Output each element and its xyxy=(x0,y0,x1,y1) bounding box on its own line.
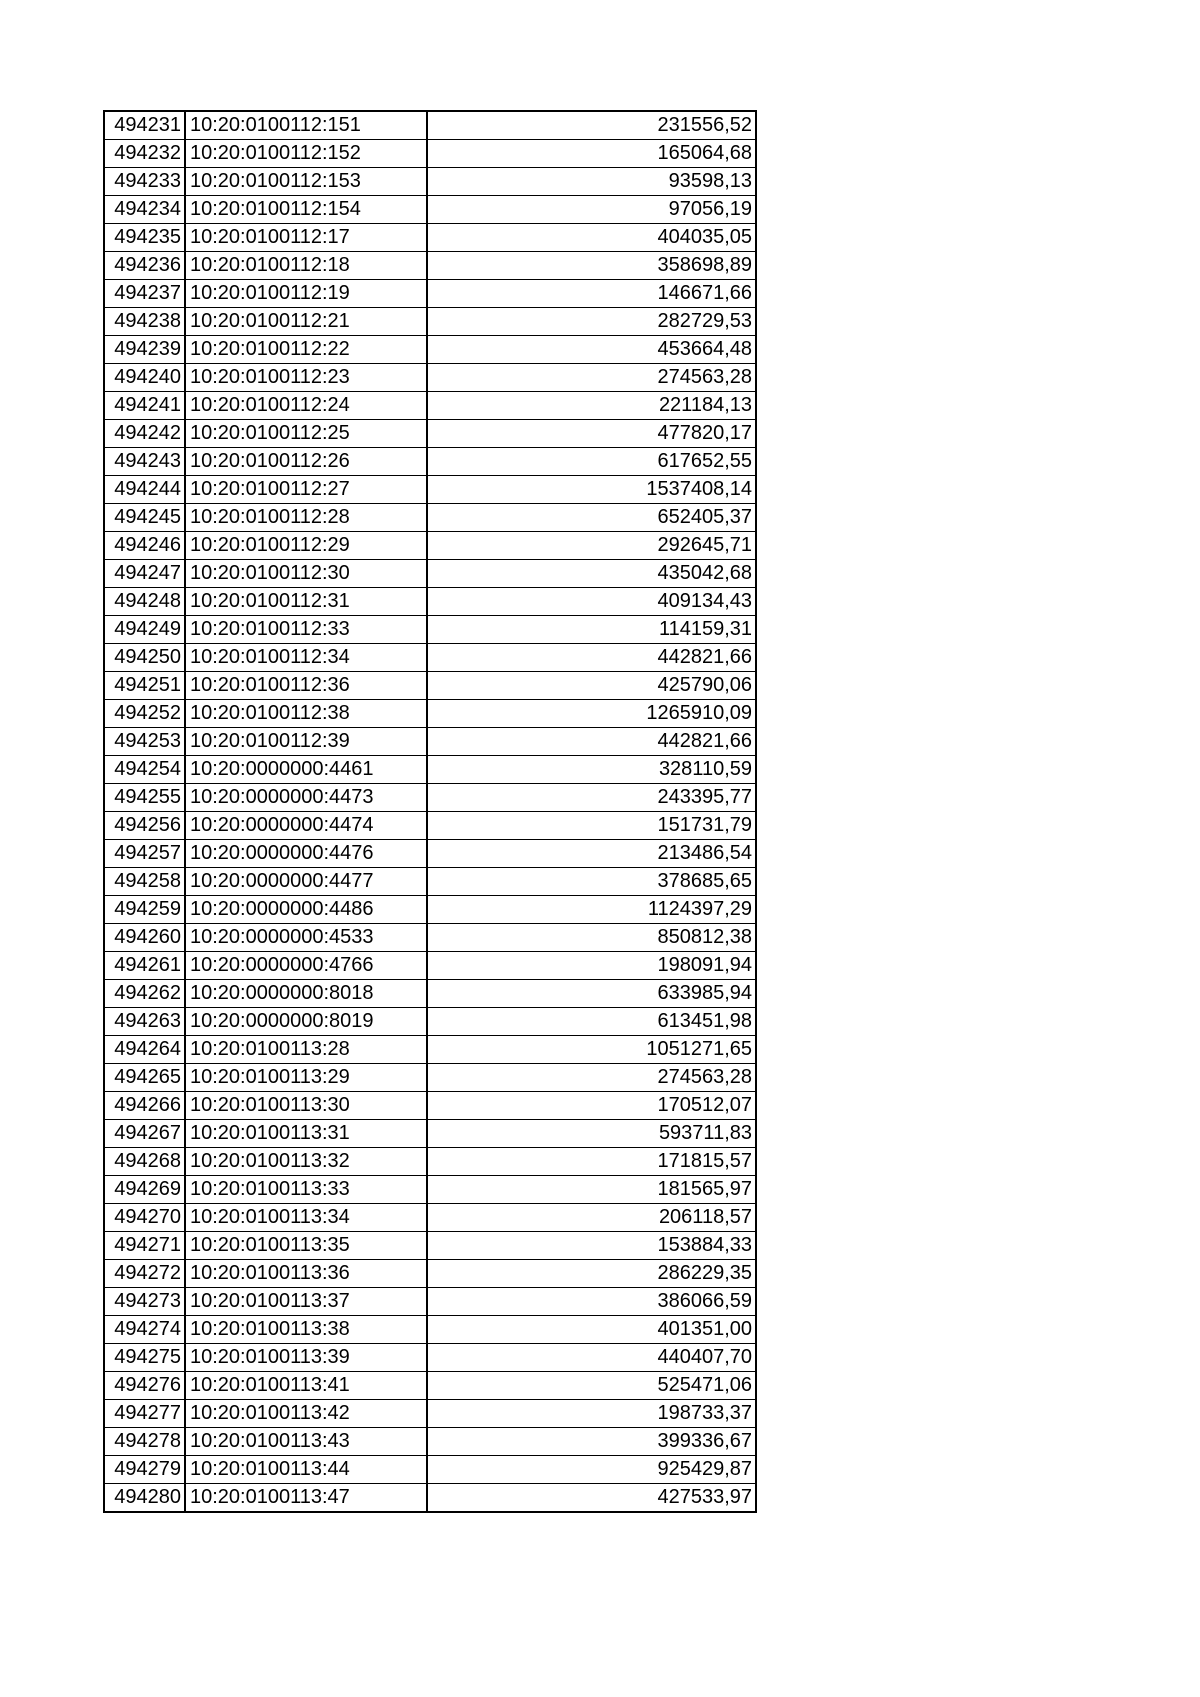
amount-cell: 925429,87 xyxy=(427,1456,756,1484)
amount-cell: 328110,59 xyxy=(427,756,756,784)
row-number-cell: 494265 xyxy=(104,1064,185,1092)
row-number-cell: 494266 xyxy=(104,1092,185,1120)
amount-cell: 593711,83 xyxy=(427,1120,756,1148)
table-row xyxy=(104,756,756,784)
row-number-cell: 494278 xyxy=(104,1428,185,1456)
cadastral-number-cell: 10:20:0100112:29 xyxy=(185,532,427,560)
table-row xyxy=(104,560,756,588)
table-row xyxy=(104,1008,756,1036)
table-row xyxy=(104,1456,756,1484)
table-row xyxy=(104,336,756,364)
amount-cell: 165064,68 xyxy=(427,140,756,168)
table-row xyxy=(104,1232,756,1260)
cadastral-number-cell: 10:20:0000000:4766 xyxy=(185,952,427,980)
cadastral-number-cell: 10:20:0100112:23 xyxy=(185,364,427,392)
table-row xyxy=(104,868,756,896)
cadastral-number-cell: 10:20:0100113:36 xyxy=(185,1260,427,1288)
amount-cell: 378685,65 xyxy=(427,868,756,896)
table-row xyxy=(104,672,756,700)
table-row xyxy=(104,700,756,728)
amount-cell: 292645,71 xyxy=(427,532,756,560)
row-number-cell: 494252 xyxy=(104,700,185,728)
cadastral-number-cell: 10:20:0100113:42 xyxy=(185,1400,427,1428)
cadastral-number-cell: 10:20:0000000:8018 xyxy=(185,980,427,1008)
table-row xyxy=(104,1204,756,1232)
amount-cell: 1537408,14 xyxy=(427,476,756,504)
cadastral-number-cell: 10:20:0100112:38 xyxy=(185,700,427,728)
row-number-cell: 494243 xyxy=(104,448,185,476)
amount-cell: 525471,06 xyxy=(427,1372,756,1400)
amount-cell: 633985,94 xyxy=(427,980,756,1008)
row-number-cell: 494251 xyxy=(104,672,185,700)
row-number-cell: 494261 xyxy=(104,952,185,980)
row-number-cell: 494272 xyxy=(104,1260,185,1288)
amount-cell: 399336,67 xyxy=(427,1428,756,1456)
row-number-cell: 494239 xyxy=(104,336,185,364)
row-number-cell: 494248 xyxy=(104,588,185,616)
cadastral-number-cell: 10:20:0100112:28 xyxy=(185,504,427,532)
amount-cell: 198733,37 xyxy=(427,1400,756,1428)
row-number-cell: 494255 xyxy=(104,784,185,812)
cadastral-number-cell: 10:20:0100113:37 xyxy=(185,1288,427,1316)
cadastral-number-cell: 10:20:0100113:44 xyxy=(185,1456,427,1484)
row-number-cell: 494270 xyxy=(104,1204,185,1232)
cadastral-number-cell: 10:20:0000000:4477 xyxy=(185,868,427,896)
amount-cell: 206118,57 xyxy=(427,1204,756,1232)
cadastral-number-cell: 10:20:0000000:4533 xyxy=(185,924,427,952)
amount-cell: 386066,59 xyxy=(427,1288,756,1316)
row-number-cell: 494274 xyxy=(104,1316,185,1344)
cadastral-number-cell: 10:20:0100112:151 xyxy=(185,111,427,140)
table-row xyxy=(104,616,756,644)
amount-cell: 274563,28 xyxy=(427,364,756,392)
table-row xyxy=(104,476,756,504)
row-number-cell: 494262 xyxy=(104,980,185,1008)
table-row xyxy=(104,1036,756,1064)
table-row xyxy=(104,1260,756,1288)
row-number-cell: 494276 xyxy=(104,1372,185,1400)
table-row xyxy=(104,280,756,308)
cadastral-number-cell: 10:20:0100112:22 xyxy=(185,336,427,364)
table-row xyxy=(104,952,756,980)
table-row xyxy=(104,644,756,672)
row-number-cell: 494277 xyxy=(104,1400,185,1428)
table-row xyxy=(104,196,756,224)
amount-cell: 409134,43 xyxy=(427,588,756,616)
amount-cell: 358698,89 xyxy=(427,252,756,280)
row-number-cell: 494260 xyxy=(104,924,185,952)
amount-cell: 442821,66 xyxy=(427,644,756,672)
cadastral-number-cell: 10:20:0000000:4476 xyxy=(185,840,427,868)
cadastral-number-cell: 10:20:0100112:152 xyxy=(185,140,427,168)
cadastral-number-cell: 10:20:0100112:25 xyxy=(185,420,427,448)
row-number-cell: 494263 xyxy=(104,1008,185,1036)
table-row xyxy=(104,364,756,392)
cadastral-number-cell: 10:20:0000000:4473 xyxy=(185,784,427,812)
amount-cell: 652405,37 xyxy=(427,504,756,532)
cadastral-number-cell: 10:20:0100113:29 xyxy=(185,1064,427,1092)
row-number-cell: 494241 xyxy=(104,392,185,420)
row-number-cell: 494258 xyxy=(104,868,185,896)
table-body xyxy=(104,111,756,1512)
row-number-cell: 494275 xyxy=(104,1344,185,1372)
amount-cell: 114159,31 xyxy=(427,616,756,644)
row-number-cell: 494253 xyxy=(104,728,185,756)
row-number-cell: 494249 xyxy=(104,616,185,644)
table-row xyxy=(104,1372,756,1400)
row-number-cell: 494234 xyxy=(104,196,185,224)
cadastral-number-cell: 10:20:0100113:33 xyxy=(185,1176,427,1204)
amount-cell: 93598,13 xyxy=(427,168,756,196)
table-row xyxy=(104,392,756,420)
cadastral-number-cell: 10:20:0100112:17 xyxy=(185,224,427,252)
amount-cell: 1265910,09 xyxy=(427,700,756,728)
cadastral-number-cell: 10:20:0100112:36 xyxy=(185,672,427,700)
table-row xyxy=(104,1288,756,1316)
table-row xyxy=(104,140,756,168)
table-row xyxy=(104,1120,756,1148)
amount-cell: 170512,07 xyxy=(427,1092,756,1120)
amount-cell: 617652,55 xyxy=(427,448,756,476)
row-number-cell: 494267 xyxy=(104,1120,185,1148)
row-number-cell: 494238 xyxy=(104,308,185,336)
table-row xyxy=(104,896,756,924)
cadastral-number-cell: 10:20:0100112:153 xyxy=(185,168,427,196)
table-row xyxy=(104,1064,756,1092)
row-number-cell: 494242 xyxy=(104,420,185,448)
row-number-cell: 494232 xyxy=(104,140,185,168)
amount-cell: 453664,48 xyxy=(427,336,756,364)
row-number-cell: 494273 xyxy=(104,1288,185,1316)
cadastral-number-cell: 10:20:0100113:35 xyxy=(185,1232,427,1260)
cadastral-number-cell: 10:20:0100112:21 xyxy=(185,308,427,336)
cadastral-number-cell: 10:20:0100112:31 xyxy=(185,588,427,616)
amount-cell: 404035,05 xyxy=(427,224,756,252)
amount-cell: 427533,97 xyxy=(427,1484,756,1513)
row-number-cell: 494268 xyxy=(104,1148,185,1176)
amount-cell: 425790,06 xyxy=(427,672,756,700)
cadastral-number-cell: 10:20:0100113:38 xyxy=(185,1316,427,1344)
amount-cell: 435042,68 xyxy=(427,560,756,588)
cadastral-number-cell: 10:20:0100113:39 xyxy=(185,1344,427,1372)
amount-cell: 613451,98 xyxy=(427,1008,756,1036)
amount-cell: 243395,77 xyxy=(427,784,756,812)
table-row xyxy=(104,224,756,252)
cadastral-number-cell: 10:20:0100112:26 xyxy=(185,448,427,476)
table-row xyxy=(104,1428,756,1456)
table-row xyxy=(104,252,756,280)
cadastral-number-cell: 10:20:0100113:31 xyxy=(185,1120,427,1148)
row-number-cell: 494236 xyxy=(104,252,185,280)
amount-cell: 231556,52 xyxy=(427,111,756,140)
amount-cell: 151731,79 xyxy=(427,812,756,840)
table-row xyxy=(104,308,756,336)
amount-cell: 442821,66 xyxy=(427,728,756,756)
row-number-cell: 494233 xyxy=(104,168,185,196)
amount-cell: 171815,57 xyxy=(427,1148,756,1176)
table-row xyxy=(104,812,756,840)
row-number-cell: 494269 xyxy=(104,1176,185,1204)
amount-cell: 440407,70 xyxy=(427,1344,756,1372)
table-row xyxy=(104,840,756,868)
table-row xyxy=(104,111,756,140)
table-row xyxy=(104,728,756,756)
cadastral-number-cell: 10:20:0100112:18 xyxy=(185,252,427,280)
amount-cell: 477820,17 xyxy=(427,420,756,448)
cadastral-number-cell: 10:20:0100112:27 xyxy=(185,476,427,504)
row-number-cell: 494235 xyxy=(104,224,185,252)
amount-cell: 282729,53 xyxy=(427,308,756,336)
amount-cell: 213486,54 xyxy=(427,840,756,868)
cadastral-number-cell: 10:20:0100112:30 xyxy=(185,560,427,588)
table-row xyxy=(104,1344,756,1372)
amount-cell: 153884,33 xyxy=(427,1232,756,1260)
row-number-cell: 494237 xyxy=(104,280,185,308)
table-row xyxy=(104,1316,756,1344)
table-row xyxy=(104,784,756,812)
row-number-cell: 494231 xyxy=(104,111,185,140)
amount-cell: 181565,97 xyxy=(427,1176,756,1204)
table-row xyxy=(104,924,756,952)
amount-cell: 221184,13 xyxy=(427,392,756,420)
cadastral-number-cell: 10:20:0100113:28 xyxy=(185,1036,427,1064)
cadastral-number-cell: 10:20:0100113:32 xyxy=(185,1148,427,1176)
amount-cell: 286229,35 xyxy=(427,1260,756,1288)
cadastral-number-cell: 10:20:0100113:30 xyxy=(185,1092,427,1120)
table-row xyxy=(104,1400,756,1428)
table-row xyxy=(104,420,756,448)
cadastral-number-cell: 10:20:0100113:41 xyxy=(185,1372,427,1400)
row-number-cell: 494240 xyxy=(104,364,185,392)
row-number-cell: 494247 xyxy=(104,560,185,588)
table-row xyxy=(104,980,756,1008)
cadastral-number-cell: 10:20:0100113:34 xyxy=(185,1204,427,1232)
table-row xyxy=(104,1176,756,1204)
cadastral-number-cell: 10:20:0100112:154 xyxy=(185,196,427,224)
table-row xyxy=(104,504,756,532)
cadastral-number-cell: 10:20:0100113:47 xyxy=(185,1484,427,1513)
row-number-cell: 494250 xyxy=(104,644,185,672)
data-table xyxy=(103,110,757,1513)
row-number-cell: 494256 xyxy=(104,812,185,840)
cadastral-number-cell: 10:20:0100113:43 xyxy=(185,1428,427,1456)
row-number-cell: 494246 xyxy=(104,532,185,560)
amount-cell: 97056,19 xyxy=(427,196,756,224)
amount-cell: 1051271,65 xyxy=(427,1036,756,1064)
cadastral-number-cell: 10:20:0100112:34 xyxy=(185,644,427,672)
table-row xyxy=(104,168,756,196)
row-number-cell: 494279 xyxy=(104,1456,185,1484)
table-row xyxy=(104,532,756,560)
amount-cell: 401351,00 xyxy=(427,1316,756,1344)
cadastral-number-cell: 10:20:0100112:19 xyxy=(185,280,427,308)
table-row xyxy=(104,1148,756,1176)
row-number-cell: 494254 xyxy=(104,756,185,784)
row-number-cell: 494245 xyxy=(104,504,185,532)
row-number-cell: 494280 xyxy=(104,1484,185,1513)
table-row xyxy=(104,448,756,476)
row-number-cell: 494257 xyxy=(104,840,185,868)
cadastral-number-cell: 10:20:0100112:39 xyxy=(185,728,427,756)
row-number-cell: 494264 xyxy=(104,1036,185,1064)
cadastral-number-cell: 10:20:0000000:4486 xyxy=(185,896,427,924)
amount-cell: 850812,38 xyxy=(427,924,756,952)
cadastral-number-cell: 10:20:0000000:4461 xyxy=(185,756,427,784)
row-number-cell: 494271 xyxy=(104,1232,185,1260)
cadastral-number-cell: 10:20:0100112:33 xyxy=(185,616,427,644)
cadastral-number-cell: 10:20:0000000:4474 xyxy=(185,812,427,840)
row-number-cell: 494244 xyxy=(104,476,185,504)
cadastral-number-cell: 10:20:0100112:24 xyxy=(185,392,427,420)
amount-cell: 274563,28 xyxy=(427,1064,756,1092)
amount-cell: 198091,94 xyxy=(427,952,756,980)
amount-cell: 146671,66 xyxy=(427,280,756,308)
table-row xyxy=(104,1484,756,1513)
row-number-cell: 494259 xyxy=(104,896,185,924)
amount-cell: 1124397,29 xyxy=(427,896,756,924)
table-row xyxy=(104,588,756,616)
table-row xyxy=(104,1092,756,1120)
cadastral-number-cell: 10:20:0000000:8019 xyxy=(185,1008,427,1036)
